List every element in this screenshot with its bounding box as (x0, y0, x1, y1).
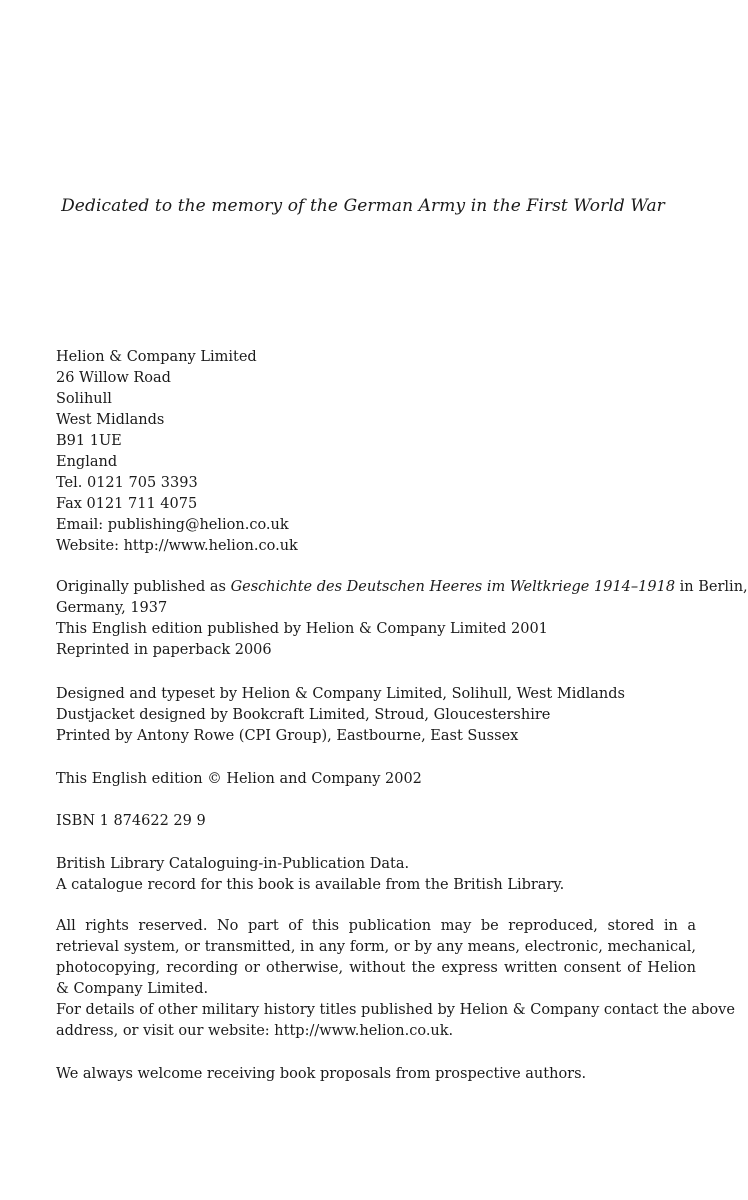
english-edition-line: This English edition published by Helion & Company Limited 2001 (56, 621, 548, 637)
copyright-text: This English edition © Helion and Company 2002 (56, 771, 422, 787)
original-title: Geschichte des Deutschen Heeres im Weltkriege 1914–1918 (230, 579, 676, 595)
dedication: Dedicated to the memory of the German Army in the First World War (61, 196, 665, 216)
cip-data (56, 854, 696, 896)
publication-history (56, 577, 748, 661)
rights-notice (56, 916, 696, 1000)
original-prefix: Originally published as (56, 579, 231, 595)
dustjacket-credit: Dustjacket designed by Bookcraft Limited, Stroud, Gloucestershire (56, 707, 551, 723)
original-publication-line (56, 577, 748, 598)
publisher-address (56, 347, 696, 557)
typeset-credit: Designed and typeset by Helion & Company Limited, Solihull, West Midlands (56, 686, 625, 702)
website: Website: http://www.helion.co.uk (56, 538, 298, 554)
copyright-line (56, 769, 696, 790)
original-place-year: Germany, 1937 (56, 600, 168, 616)
reprint-line: Reprinted in paperback 2006 (56, 642, 272, 658)
details-line-2: address, or visit our website: http://www.helion.co.uk. (56, 1023, 454, 1039)
details-line-1: For details of other military history titles published by Helion & Company contact the above (56, 1002, 735, 1018)
isbn-text: ISBN 1 874622 29 9 (56, 813, 206, 829)
fax: Fax 0121 711 4075 (56, 496, 198, 512)
welcome-text: We always welcome receiving book proposals from prospective authors. (56, 1066, 587, 1082)
original-suffix: in Berlin, (675, 579, 748, 595)
rights-text: All rights reserved. No part of this publication may be reproduced, stored in a retrieval system, or transmitted, in any form, or by any means, electronic, mechanical, photocopying, recording or otherwise, without the express written consent of Helion & Company Limited. (56, 918, 696, 997)
telephone: Tel. 0121 705 3393 (56, 475, 198, 491)
publisher-name: Helion & Company Limited (56, 349, 257, 365)
address-town: Solihull (56, 391, 112, 407)
isbn-line (56, 811, 696, 832)
cip-title: British Library Cataloguing-in-Publication Data. (56, 856, 410, 872)
address-country: England (56, 454, 118, 470)
address-street: 26 Willow Road (56, 370, 171, 386)
details-notice (56, 1000, 735, 1042)
printer-credit: Printed by Antony Rowe (CPI Group), Eastbourne, East Sussex (56, 728, 519, 744)
email: Email: publishing@helion.co.uk (56, 517, 289, 533)
address-county: West Midlands (56, 412, 165, 428)
production-credits (56, 684, 696, 747)
address-postcode: B91 1UE (56, 433, 122, 449)
welcome-notice (56, 1064, 696, 1085)
cip-record: A catalogue record for this book is available from the British Library. (56, 877, 565, 893)
